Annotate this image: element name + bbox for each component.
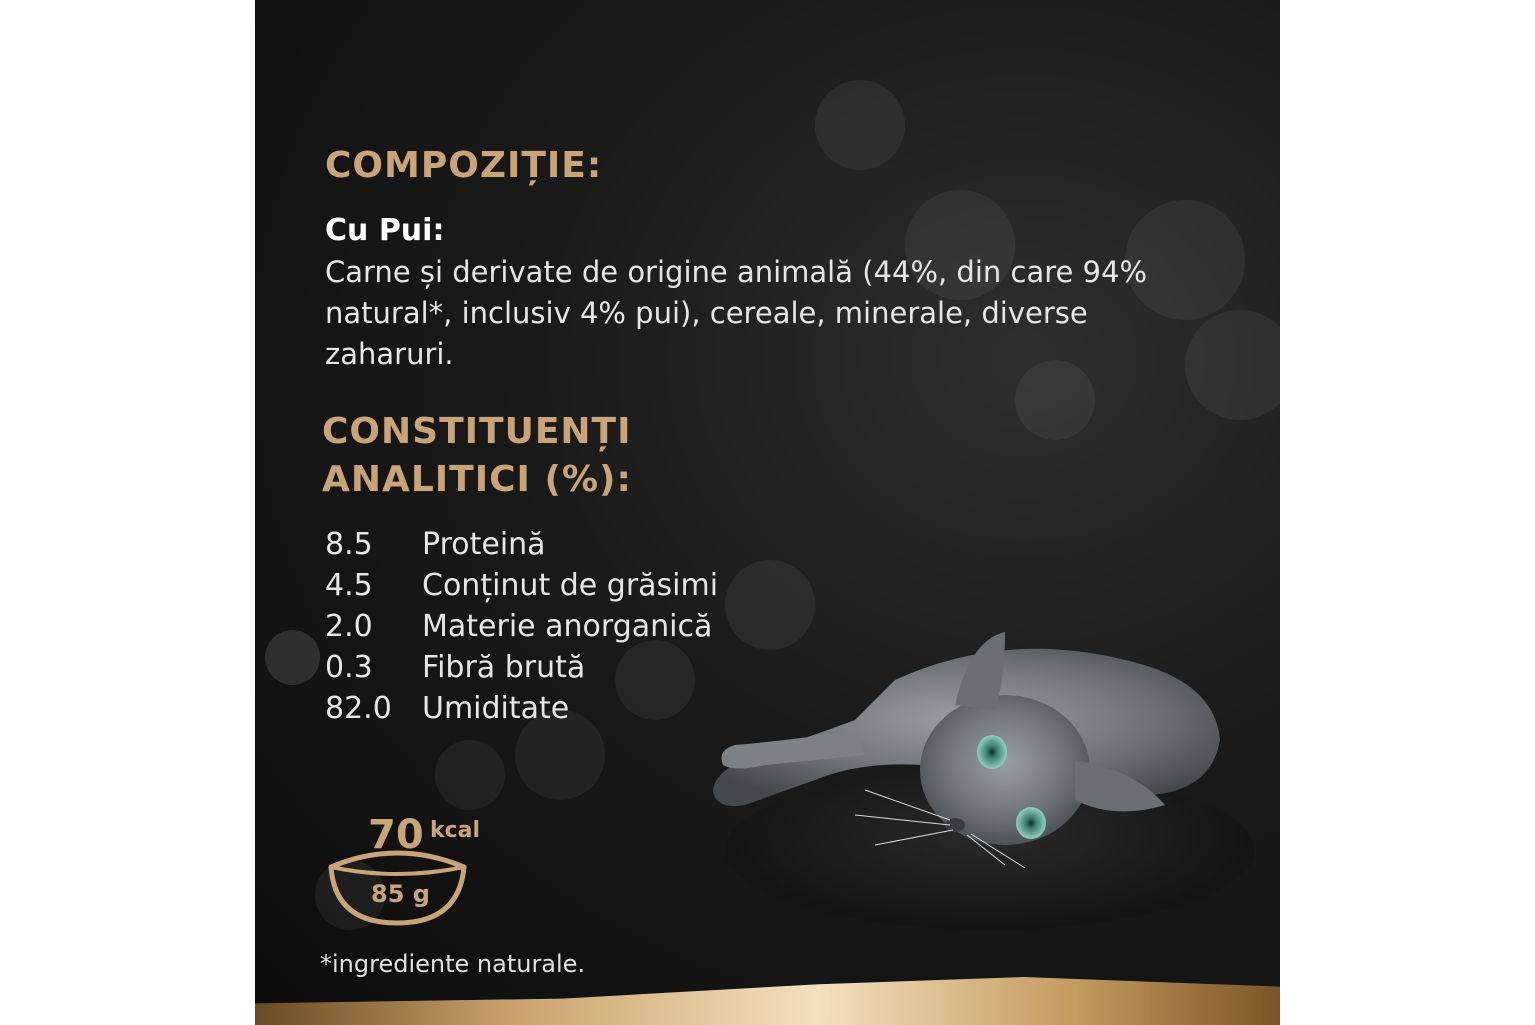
portion-weight: 85 g	[371, 880, 430, 908]
variant-label: Cu Pui:	[325, 213, 445, 248]
analysis-value: 4.5	[325, 568, 373, 603]
kcal-unit: kcal	[430, 818, 481, 843]
analysis-row	[325, 688, 718, 729]
analysis-value: 2.0	[325, 609, 373, 644]
analysis-row	[325, 647, 718, 688]
gold-ribbon	[255, 977, 1280, 1025]
analysis-row	[325, 565, 718, 606]
analysis-label: Fibră brută	[422, 650, 586, 685]
analysis-value: 8.5	[325, 527, 373, 562]
analysis-label: Proteină	[422, 527, 546, 562]
product-info-panel	[255, 0, 1280, 1025]
bokeh-light	[815, 80, 905, 170]
analysis-value: 0.3	[325, 650, 373, 685]
footnote: *ingrediente naturale.	[320, 950, 586, 978]
composition-title: COMPOZIȚIE:	[325, 145, 603, 186]
analysis-label: Materie anorganică	[422, 609, 713, 644]
analysis-table	[325, 524, 718, 729]
analysis-title-line2: ANALITICI (%):	[322, 459, 632, 500]
analysis-label: Conținut de grăsimi	[422, 568, 719, 603]
analysis-title-line1: CONSTITUENȚI	[322, 411, 632, 452]
cat-image	[705, 620, 1235, 870]
analysis-row	[325, 524, 718, 565]
ingredients-text: Carne și derivate de origine animală (44%, din care 94% natural*, inclusiv 4% pui), cereale, minerale, diverse zaharuri.	[325, 255, 1148, 371]
bokeh-light	[265, 630, 320, 685]
analysis-value: 82.0	[325, 691, 392, 726]
analysis-label: Umiditate	[422, 691, 570, 726]
bokeh-light	[435, 740, 505, 810]
kcal-value: 70	[368, 812, 424, 858]
analysis-row	[325, 606, 718, 647]
